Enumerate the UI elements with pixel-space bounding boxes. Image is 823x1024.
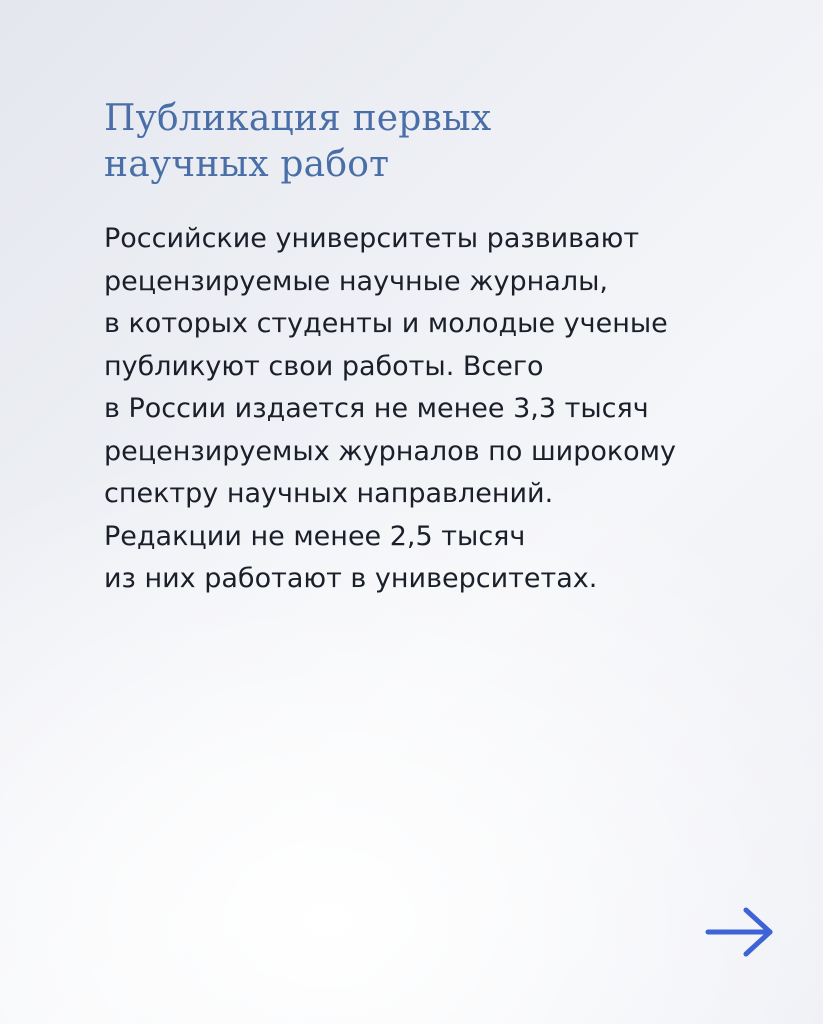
- body-line: спектру научных направлений.: [104, 478, 554, 509]
- slide-body-text: [104, 218, 804, 601]
- arrow-right-icon: [702, 902, 778, 962]
- slide-title: [104, 96, 724, 188]
- body-line: в России издается не менее 3,3 тысяч: [104, 393, 649, 424]
- body-line: Российские университеты развивают: [104, 223, 640, 254]
- next-slide-button[interactable]: [702, 902, 778, 962]
- body-line: публикуют свои работы. Всего: [104, 350, 544, 382]
- body-line: рецензируемых журналов по широкому: [104, 435, 677, 467]
- slide-title-line: научных работ: [104, 144, 390, 185]
- body-line: Редакции не менее 2,5 тысяч: [104, 520, 526, 552]
- body-line: рецензируемые научные журналы,: [104, 265, 608, 297]
- body-line: в которых студенты и молодые ученые: [104, 308, 668, 339]
- slide-title-line: Публикация первых: [104, 98, 492, 139]
- body-line: из них работают в университетах.: [104, 563, 598, 594]
